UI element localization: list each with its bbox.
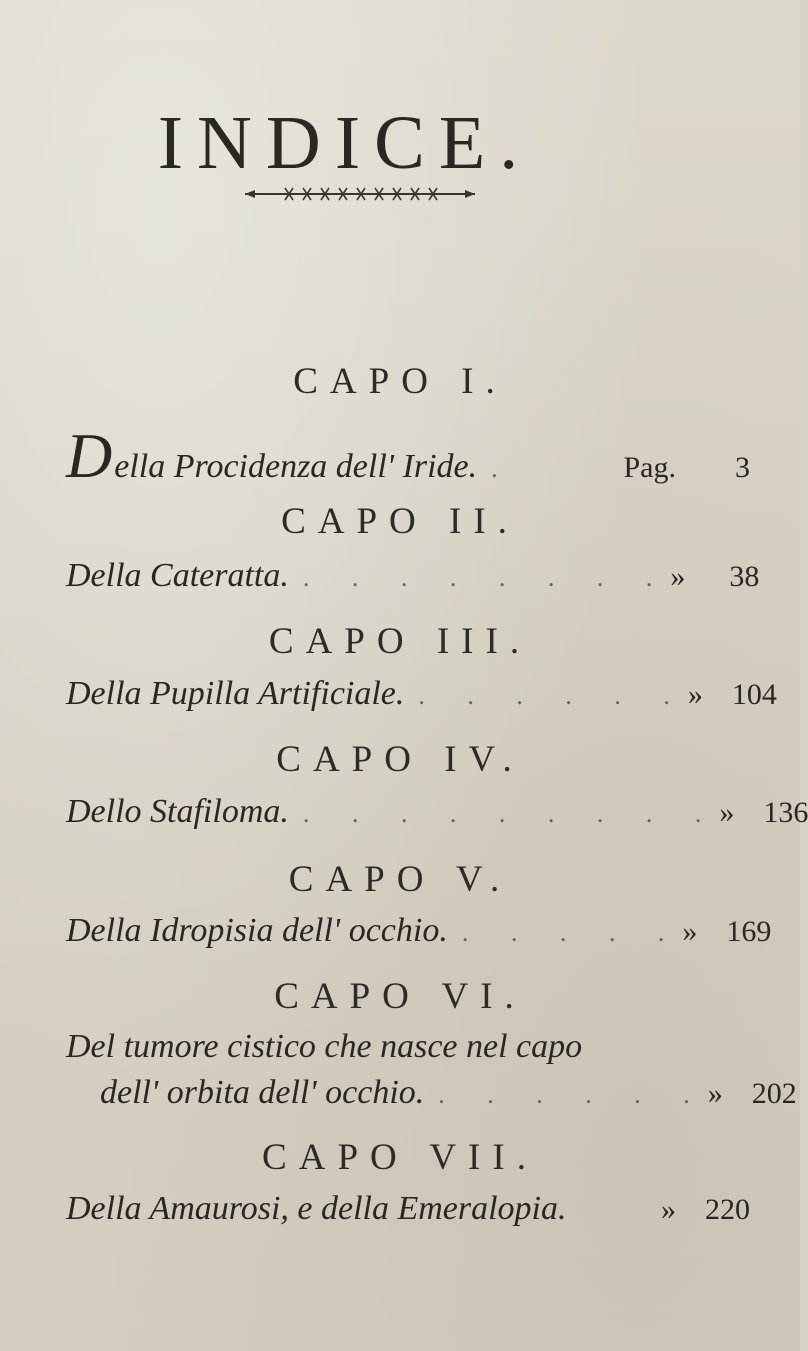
page-number: 169 [726, 915, 772, 948]
leader-dots: . . . . . . . . . [302, 799, 720, 828]
toc-entry-7 [66, 1190, 750, 1228]
toc-entry-2 [66, 557, 760, 595]
toc-entry-page [688, 678, 777, 712]
leader-dots: . [491, 454, 516, 483]
page-prefix: » [661, 1193, 676, 1226]
toc-entry-4 [66, 793, 808, 831]
drop-cap: D [66, 420, 113, 491]
toc-entry-title: Della Cateratta. [66, 557, 289, 594]
leader-dots: . . . . . . [438, 1080, 708, 1109]
toc-entry-title: Dello Stafiloma. [66, 793, 289, 830]
toc-entry-page [719, 796, 808, 830]
page-number: 220 [705, 1193, 750, 1226]
toc-entry-1 [66, 420, 750, 491]
page-number: 38 [729, 560, 760, 593]
toc-entry-page [708, 1077, 797, 1111]
toc-entry-title: Della Idropisia dell' occhio. [66, 912, 448, 949]
leader-dots: . . . . . . . . [302, 563, 671, 592]
index-heading: INDICE. [157, 101, 533, 185]
toc-entry-title [66, 420, 478, 491]
toc-entry-5 [66, 912, 772, 950]
chapter-heading-5: CAPO V. [288, 859, 512, 900]
toc-entry-page [670, 560, 759, 594]
page-number: 3 [735, 451, 750, 484]
page-number: 136 [763, 796, 808, 829]
page-number: 104 [731, 678, 777, 711]
leader-dots: . . . . . . [418, 681, 688, 710]
chapter-heading-1: CAPO I. [293, 361, 507, 402]
toc-entry-page [661, 1193, 750, 1227]
page-prefix: » [687, 678, 703, 711]
chapter-heading-2: CAPO II. [281, 501, 519, 542]
toc-entry-6 [100, 1074, 797, 1112]
leader-dots: . . . . . [461, 918, 683, 947]
chapter-heading-3: CAPO III. [268, 621, 532, 662]
toc-entry-6-line1: Del tumore cistico che nasce nel capo [66, 1028, 583, 1065]
toc-entry-title: Della Pupilla Artificiale. [66, 675, 405, 712]
chapter-heading-7: CAPO VII. [262, 1137, 538, 1178]
toc-entry-page [682, 915, 771, 949]
chapter-heading-6: CAPO VI. [274, 976, 526, 1017]
page-number: 202 [751, 1077, 797, 1110]
page-prefix: » [719, 796, 735, 829]
toc-entry-title: dell' orbita dell' occhio. [100, 1074, 425, 1111]
toc-entry-page [624, 451, 751, 485]
page-prefix: Pag. [623, 451, 676, 484]
toc-entry-title: Della Amaurosi, e della Emeralopia. [66, 1190, 567, 1227]
page-prefix: » [670, 560, 686, 593]
toc-entry-title-text: ella Procidenza dell' Iride. [114, 448, 478, 485]
chapter-heading-4: CAPO IV. [276, 739, 524, 780]
page-prefix: » [707, 1077, 723, 1110]
toc-entry-3 [66, 675, 777, 713]
page-prefix: » [682, 915, 698, 948]
